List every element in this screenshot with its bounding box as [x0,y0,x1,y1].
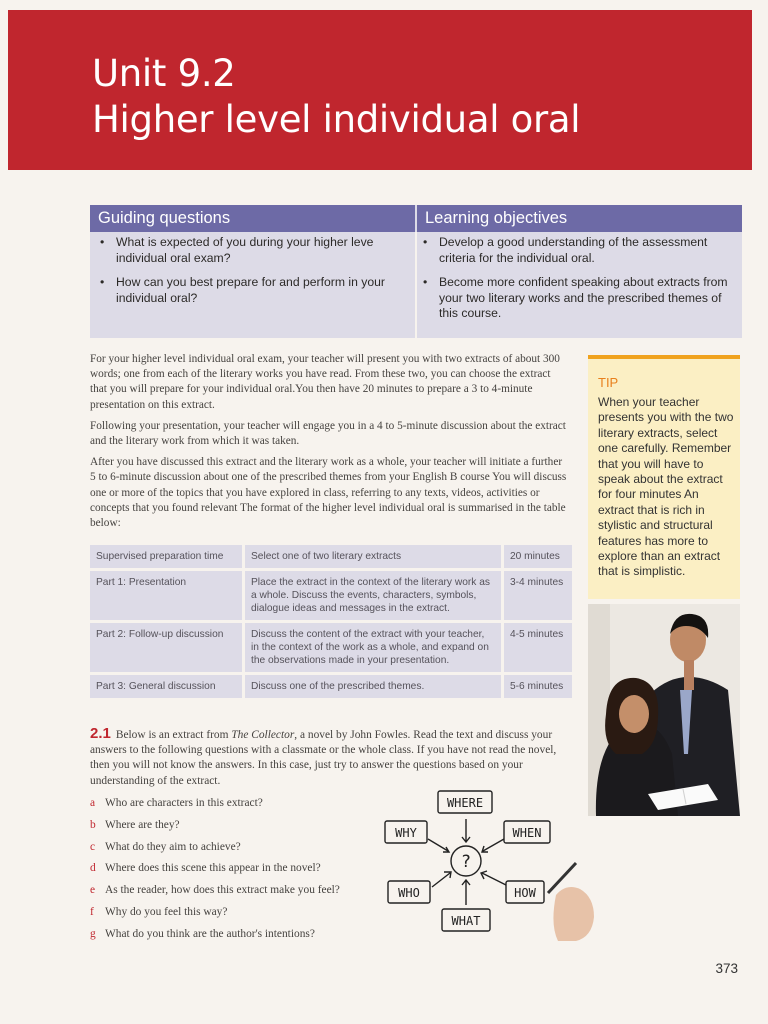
question-text: Who are characters in this extract? [105,797,263,809]
question-text: As the reader, how does this extract make you feel? [105,884,340,897]
table-cell-task: Discuss the content of the extract with your teacher, in the context of the work as a whole, and expand on the observations made in your presentation. [245,623,501,675]
table-cell-stage: Supervised preparation time [90,545,245,571]
label-who: WHO [398,886,420,900]
label-what: WHAT [451,914,481,928]
question-item [90,883,370,905]
unit-title: Higher level individual oral [92,98,581,141]
table-cell-stage: Part 3: General discussion [90,675,245,701]
table-cell-time: 5-6 minutes [501,675,572,701]
paragraph: For your higher level individual oral exam, your teacher will present you with two extracts of about 300 words; one from each of the literary works you have read. From these two, you can choose the extract that you will prepare for your individual oral.You then have 20 minutes to prepare a 3 to 4-minute presentation on this extract. [90,353,560,411]
book-title: The Collector [231,729,295,741]
guiding-objectives-box [90,205,742,338]
question-letter: e [90,884,96,897]
question-letter: g [90,927,96,940]
people-illustration [588,604,740,816]
unit-number: Unit 9.2 [92,52,236,95]
table-row [90,675,572,701]
learning-objective: • Develop a good understanding of the assessment criteria for the individual oral. [423,235,735,266]
tip-title: TIP [598,375,619,390]
question-item [90,905,370,927]
tip-text: When your teacher presents you with the two literary extracts, select one carefully. Remember that you will have to speak about the extract for four minutes An extract that is rich in stylistic and structural features has more to explore than an extract that is simplistic. [598,395,734,579]
page-number: 373 [715,961,738,976]
table-row [90,623,572,675]
label-where: WHERE [446,796,484,810]
question-letter: b [90,818,96,831]
guiding-questions-header: Guiding questions [90,205,415,232]
tip-box [588,355,740,599]
exercise-intro-after: , a novel by John Fowles. Read the text and discuss your answers to the following questions with a classmate or the whole class. If you have not read the novel, then you will not know the answers. In this case, just try to answer the questions based on your understanding of the extract. [90,729,557,787]
question-letter: c [90,840,96,853]
label-why: WHY [395,826,417,840]
learning-objectives-header: Learning objectives [417,205,742,232]
table-cell-task: Place the extract in the context of the literary work as a whole. Discuss the events, characters, symbols, dialogue ideas and messages in the extract. [245,571,501,623]
table-cell-task: Select one of two literary extracts [245,545,501,571]
question-words-diagram [380,785,600,945]
question-letter: f [90,905,94,918]
hand-pen-icon [548,863,594,941]
oral-format-table [90,545,572,701]
question-item [90,861,370,883]
question-text: What do they aim to achieve? [105,840,241,853]
teacher-student-photo [588,604,740,816]
question-item [90,927,370,949]
question-text: Why do you feel this way? [105,905,228,918]
table-cell-stage: Part 2: Follow-up discussion [90,623,245,675]
intro-text [90,352,570,537]
table-cell-time: 20 minutes [501,545,572,571]
label-when: WHEN [512,826,542,840]
exercise-intro [90,726,570,789]
label-how: HOW [514,886,536,900]
question-letter: a [90,797,96,809]
question-text: Where are they? [105,818,180,831]
question-item [90,840,370,862]
table-row [90,571,572,623]
table-cell-time: 3-4 minutes [501,571,572,623]
table-cell-time: 4-5 minutes [501,623,572,675]
question-text: Where does this scene this appear in the novel? [105,862,321,875]
guiding-questions-list [100,235,405,315]
learning-objective: • Become more confident speaking about extracts from your two literary works and the prescribed themes of this course. [423,275,735,322]
unit-banner [8,10,752,170]
label-center: ? [460,852,472,872]
question-letter: d [90,862,96,875]
learning-objectives-list [423,235,735,331]
exercise-questions [90,796,370,949]
table-cell-stage: Part 1: Presentation [90,571,245,623]
guiding-question: • How can you best prepare for and perform in your individual oral? [100,275,405,306]
question-text: What do you think are the author's intentions? [105,927,315,940]
exercise-intro-before: Below is an extract from [115,729,232,741]
table-row [90,545,572,571]
paragraph: After you have discussed this extract and the literary work as a whole, your teacher will initiate a further 5 to 6-minute discussion about one of the prescribed themes from your English B course You will discuss one or more of the topics that you have explored in class, referring to any texts, videos, activities or concepts that you found relevant The format of the higher level individual oral is summarised in the table below: [90,456,567,530]
question-item [90,796,370,818]
column-divider [415,232,417,338]
guiding-question: • What is expected of you during your higher leve individual oral exam? [100,235,405,266]
exercise-number: 2.1 [90,725,111,742]
table-cell-task: Discuss one of the prescribed themes. [245,675,501,701]
paragraph: Following your presentation, your teacher will engage you in a 4 to 5-minute discussion about the extract and the literary work from which it was taken. [90,419,566,448]
question-item [90,818,370,840]
